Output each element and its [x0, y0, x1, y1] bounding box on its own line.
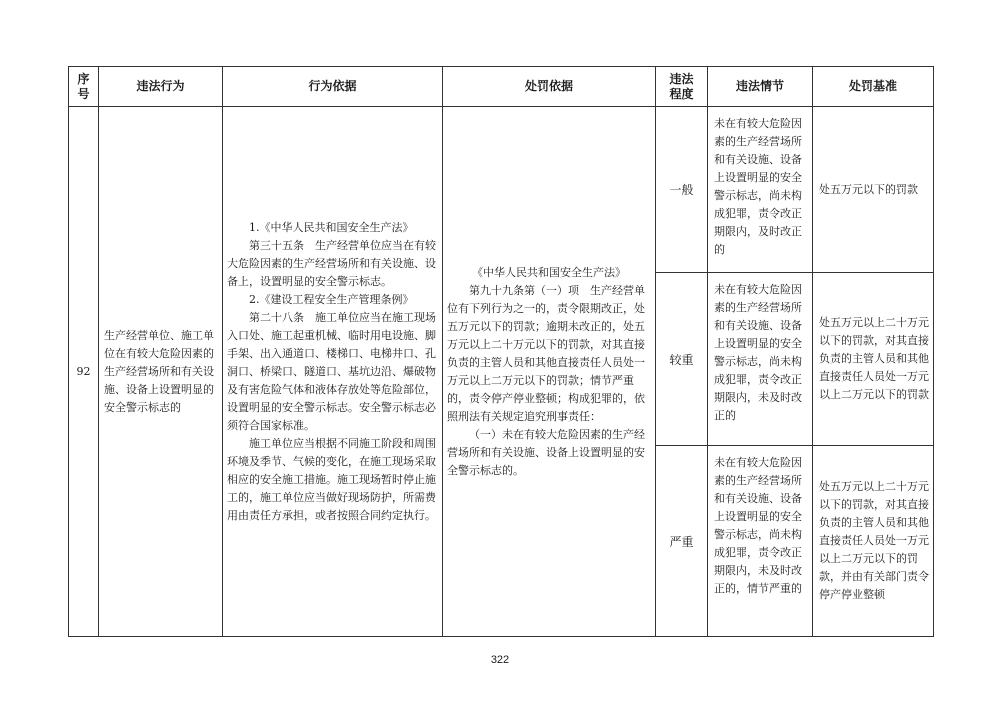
situation-severe: 未在有较大危险因素的生产经营场所和有关设施、设备上设置明显的安全警示标志，尚未构成犯罪，责令改正期限内，未及时改正的，情节严重的: [708, 446, 813, 637]
penalty-law-title: 《中华人民共和国安全生产法》: [472, 265, 626, 279]
header-basis: 行为依据: [223, 67, 443, 107]
header-penalty: 处罚依据: [443, 67, 656, 107]
standard-general: 处五万元以下的罚款: [813, 107, 934, 273]
basis-regulation-title: 2.《建设工程安全生产管理条例》: [249, 292, 414, 306]
violation-act-text: 生产经营单位、施工单位在有较大危险因素的生产经营场所和有关设施、设备上设置明显的安全警示标志的: [104, 328, 214, 414]
degree-severe: 严重: [656, 446, 708, 637]
basis-article-28-para2: 施工单位应当根据不同施工阶段和周围环境及季节、气候的变化，在施工现场采取相应的安全施工措施。施工现场暂时停止施工的，施工单位应当做好现场防护，所需费用由责任方承担，或者按照合同约定执行。: [227, 436, 436, 522]
header-degree: 违法程度: [656, 67, 708, 107]
degree-serious: 较重: [656, 273, 708, 446]
header-standard: 处罚基准: [813, 67, 934, 107]
header-situation: 违法情节: [708, 67, 813, 107]
penalty-article-99: 第九十九条第（一）项 生产经营单位有下列行为之一的，责令限期改正，处五万元以下的罚款；逾期未改正的，处五万元以上二十万元以下的罚款，对其直接负责的主管人员和其他直接责任人员处一万元以上二万元以下的罚款；情节严重的，责令停产停业整顿；构成犯罪的，依照刑法有关规定追究刑事责任：: [447, 283, 645, 423]
standard-severe: 处五万元以上二十万元以下的罚款，对其直接负责的主管人员和其他直接责任人员处一万元以上二万元以下的罚款，并由有关部门责令停产停业整顿: [813, 446, 934, 637]
violation-act: [99, 107, 223, 637]
page-number: 322: [490, 654, 510, 666]
table-header-row: [69, 67, 934, 107]
penalty-basis: [443, 107, 656, 637]
header-act: 违法行为: [99, 67, 223, 107]
standard-serious: 处五万元以上二十万元以下的罚款，对其直接负责的主管人员和其他直接责任人员处一万元以上二万元以下的罚款: [813, 273, 934, 446]
behavior-basis: [223, 107, 443, 637]
degree-general: 一般: [656, 107, 708, 273]
basis-law-title: 1.《中华人民共和国安全生产法》: [249, 220, 414, 234]
row-number: 92: [69, 107, 99, 637]
table-row: [69, 107, 934, 273]
situation-general: 未在有较大危险因素的生产经营场所和有关设施、设备上设置明显的安全警示标志，尚未构成犯罪，责令改正期限内，及时改正的: [708, 107, 813, 273]
basis-article-28: 第二十八条 施工单位应当在施工现场入口处、施工起重机械、临时用电设施、脚手架、出入通道口、楼梯口、电梯井口、孔洞口、桥梁口、隧道口、基坑边沿、爆破物及有害危险气体和液体存放处等危险部位，设置明显的安全警示标志。安全警示标志必须符合国家标准。: [227, 310, 436, 432]
header-no: 序号: [69, 67, 99, 107]
situation-serious: 未在有较大危险因素的生产经营场所和有关设施、设备上设置明显的安全警示标志，尚未构成犯罪，责令改正期限内，未及时改正的: [708, 273, 813, 446]
penalty-table: [68, 66, 934, 637]
basis-article-35: 第三十五条 生产经营单位应当在有较大危险因素的生产经营场所和有关设施、设备上，设置明显的安全警示标志。: [227, 238, 436, 288]
penalty-item-1: （一）未在有较大危险因素的生产经营场所和有关设施、设备上设置明显的安全警示标志的。: [447, 427, 645, 477]
